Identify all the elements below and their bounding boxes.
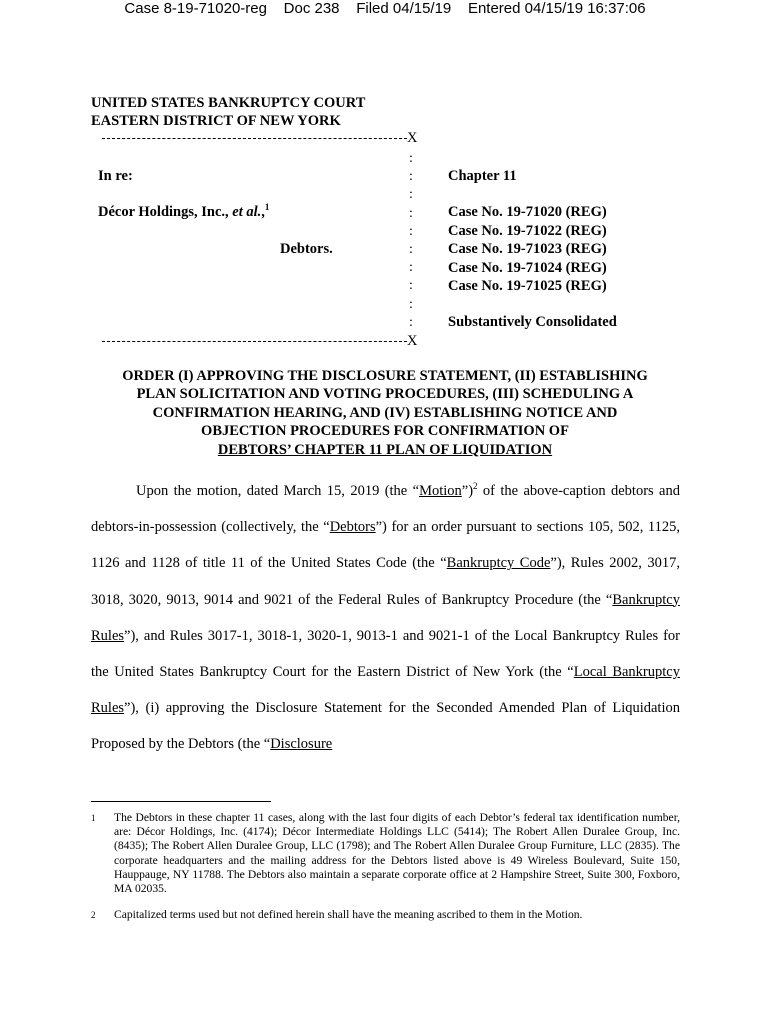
colon: : <box>409 314 413 330</box>
colon: : <box>409 223 413 239</box>
colon: : <box>409 296 413 312</box>
caption-top-rule <box>102 138 407 139</box>
colon: : <box>409 169 413 185</box>
filed-date: Filed 04/15/19 <box>356 0 452 17</box>
debtor-comma: , <box>261 204 265 220</box>
title-line-3: CONFIRMATION HEARING, AND (IV) ESTABLISHING NOTICE AND <box>152 404 618 421</box>
colon: : <box>409 241 413 257</box>
filing-header <box>0 0 770 18</box>
debtor-name <box>98 204 269 221</box>
body-text: ”), Rules 2002, 3017, 3018, 3020, 9013, 9014 and 9021 of the Federal Rules of Bankruptcy Procedure (the “ <box>91 555 680 608</box>
footnote-number: 2 <box>91 910 96 920</box>
body-text: of the above-caption debtors and debtors-in-possession (collectively, the “ <box>91 483 680 536</box>
footnote-rule <box>91 801 271 802</box>
case-number-list <box>448 203 607 296</box>
footnote-text: The Debtors in these chapter 11 cases, along with the last four digits of each Debtor’s federal tax identification number, are: Décor Holdings, Inc. (4174); Décor Intermediate Holdings LLC (5414); The Robert Allen Duralee Group, Inc. (8435); The Robert Allen Duralee Group, LLC (1798); and The Robert Allen Duralee Group Furniture, LLC (2835). The corporate headquarters and the mailing address for the Debtors listed above is 49 Wireless Boulevard, Suite 150, Hauppauge, NY 11788. The Debtors also maintain a separate corporate office at 2 Hampshire Street, Suite 300, Foxboro, MA 02035. <box>114 811 680 896</box>
title-line-4: OBJECTION PROCEDURES FOR CONFIRMATION OF <box>201 423 569 440</box>
chapter-label: Chapter 11 <box>448 168 517 184</box>
case-no: Case No. 19-71024 (REG) <box>448 259 607 276</box>
title-line-1: ORDER (I) APPROVING THE DISCLOSURE STATEMENT, (II) ESTABLISHING <box>122 368 648 384</box>
term-motion: Motion <box>419 483 462 499</box>
term-disclosure: Disclosure <box>270 736 333 753</box>
footnote-2 <box>91 908 680 922</box>
order-title <box>85 367 685 459</box>
title-line-5: DEBTORS’ CHAPTER 11 PLAN OF LIQUIDATION <box>217 441 553 458</box>
in-re-label: In re: <box>98 168 133 184</box>
footnote-number: 1 <box>91 813 96 823</box>
caption-colon-column <box>409 150 413 332</box>
title-line-2: PLAN SOLICITATION AND VOTING PROCEDURES, (III) SCHEDULING A <box>136 386 634 403</box>
debtor-etal: et al. <box>232 204 262 220</box>
term-local-rules: Local Bankruptcy Rules <box>91 664 680 717</box>
body-paragraph <box>91 473 680 763</box>
debtors-label: Debtors. <box>280 241 333 257</box>
consolidated-label: Substantively Consolidated <box>448 314 617 330</box>
case-no: Case No. 19-71025 (REG) <box>448 278 607 294</box>
colon: : <box>409 151 413 166</box>
case-no: Case No. 19-71023 (REG) <box>448 241 607 257</box>
caption-bottom-x: X <box>407 333 418 349</box>
court-line-2: EASTERN DISTRICT OF NEW YORK <box>91 113 341 129</box>
colon: : <box>409 187 413 203</box>
body-text: ”) <box>461 483 474 499</box>
caption-bottom-rule <box>102 341 407 342</box>
body-text: ”), (i) approving the Disclosure Statement for the Seconded Amended Plan of Liquidation Proposed by the Debtors (the “ <box>91 700 680 753</box>
entered-date: Entered 04/15/19 16:37:06 <box>467 0 646 17</box>
body-text: ”), and Rules 3017-1, 3018-1, 3020-1, 9013-1 and 9021-1 of the Local Bankruptcy Rules for the United States Bankruptcy Court for the Eastern District of New York (the “ <box>91 627 680 681</box>
footnote-ref-2: 2 <box>473 481 478 492</box>
case-no: Case No. 19-71022 (REG) <box>448 222 607 239</box>
footnote-text: Capitalized terms used but not defined herein shall have the meaning ascribed to them in the Motion. <box>114 908 583 921</box>
caption-top-x: X <box>407 130 418 146</box>
order-body <box>91 473 680 763</box>
colon: : <box>409 278 413 294</box>
debtor-name-text: Décor Holdings, Inc., <box>98 204 233 220</box>
colon: : <box>409 205 413 221</box>
doc-number: Doc 238 <box>283 0 340 17</box>
court-line-1: UNITED STATES BANKRUPTCY COURT <box>91 95 366 111</box>
body-text: Upon the motion, dated March 15, 2019 (the “ <box>136 483 420 499</box>
term-bankruptcy-code: Bankruptcy Code <box>446 555 551 572</box>
court-name <box>91 94 365 130</box>
term-bankruptcy-rules: Bankruptcy Rules <box>91 591 680 644</box>
footnote-ref-1: 1 <box>264 202 270 213</box>
footnote-1 <box>91 811 680 896</box>
colon: : <box>409 260 413 276</box>
case-no: Case No. 19-71020 (REG) <box>448 204 607 220</box>
case-number: Case 8-19-71020-reg <box>124 0 267 17</box>
body-text: ”) for an order pursuant to sections 105, 502, 1125, 1126 and 1128 of title 11 of the United States Code (the “ <box>91 519 680 572</box>
term-debtors: Debtors <box>329 519 376 536</box>
